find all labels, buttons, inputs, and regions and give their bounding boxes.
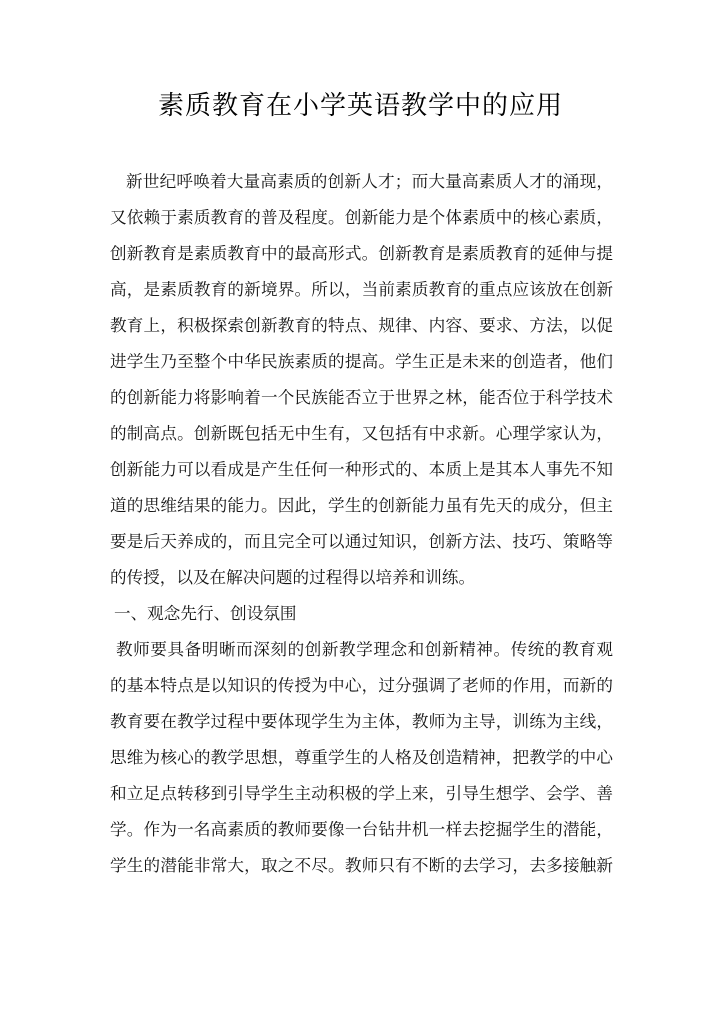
text-line: 高，是素质教育的新境界。所以，当前素质教育的重点应该放在创新 (110, 280, 613, 299)
paragraph-intro (110, 164, 613, 596)
text-line: 教师要具备明晰而深刻的创新教学理念和创新精神。传统的教育观 (116, 640, 613, 659)
document-title: 素质教育在小学英语教学中的应用 (157, 91, 563, 121)
text-line: 进学生乃至整个中华民族素质的提高。学生正是未来的创造者，他们 (110, 352, 613, 371)
text-line: 学。作为一名高素质的教师要像一台钻井机一样去挖掘学生的潜能， (110, 820, 613, 839)
text-line: 要是后天养成的，而且完全可以通过知识，创新方法、技巧、策略等 (110, 532, 613, 551)
text-line: 道的思维结果的能力。因此，学生的创新能力虽有先天的成分，但主 (110, 496, 613, 515)
text-line: 的制高点。创新既包括无中生有，又包括有中求新。心理学家认为， (110, 424, 613, 443)
text-line: 的传授，以及在解决问题的过程得以培养和训练。 (110, 568, 476, 587)
section-heading (110, 596, 613, 632)
text-line: 思维为核心的教学思想，尊重学生的人格及创造精神，把教学的中心 (110, 748, 613, 767)
text-line: 教育上，积极探索创新教育的特点、规律、内容、要求、方法，以促 (110, 316, 613, 335)
text-line: 教育要在教学过程中要体现学生为主体，教师为主导，训练为主线， (110, 712, 613, 731)
text-line: 创新教育是素质教育中的最高形式。创新教育是素质教育的延伸与提 (110, 244, 613, 263)
paragraph-section-1 (110, 632, 613, 884)
text-line: 新世纪呼唤着大量高素质的创新人才；而大量高素质人才的涌现， (126, 172, 613, 191)
text-line: 的创新能力将影响着一个民族能否立于世界之林，能否位于科学技术 (110, 388, 613, 407)
text-line: 的基本特点是以知识的传授为中心，过分强调了老师的作用，而新的 (110, 676, 613, 695)
text-line: 创新能力可以看成是产生任何一种形式的、本质上是其本人事先不知 (110, 460, 613, 479)
document-body (110, 164, 613, 884)
text-line: 学生的潜能非常大，取之不尽。教师只有不断的去学习，去多接触新 (110, 856, 613, 875)
text-line: 和立足点转移到引导学生主动积极的学上来，引导生想学、会学、善 (110, 784, 613, 803)
section-heading-text: 一、观念先行、创设氛围 (114, 604, 297, 623)
text-line: 又依赖于素质教育的普及程度。创新能力是个体素质中的核心素质， (110, 208, 613, 227)
